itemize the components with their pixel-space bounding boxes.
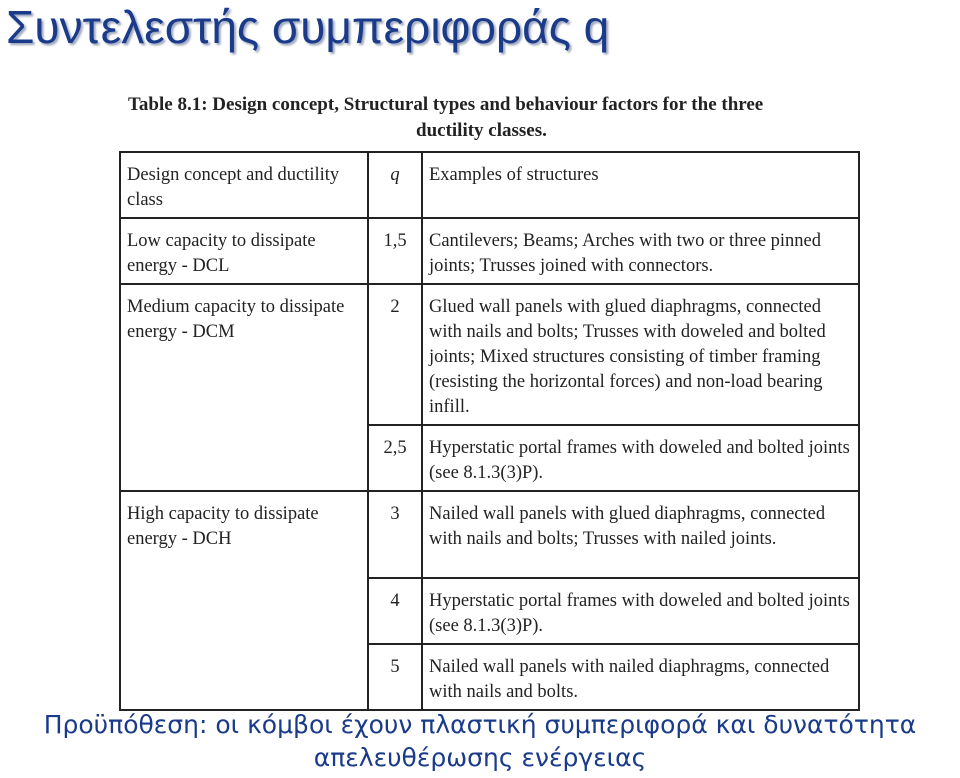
cell-examples: Nailed wall panels with nailed diaphragms, connected with nails and bolts. [422, 644, 859, 710]
header-design-concept: Design concept and ductility class [120, 152, 368, 218]
table-row [120, 284, 859, 425]
cell-q: 5 [368, 644, 422, 710]
cell-examples: Hyperstatic portal frames with doweled and bolted joints (see 8.1.3(3)P). [422, 578, 859, 644]
cell-q: 2 [368, 284, 422, 425]
cell-examples: Cantilevers; Beams; Arches with two or three pinned joints; Trusses joined with connectors. [422, 218, 859, 284]
cell-q: 4 [368, 578, 422, 644]
cell-concept [120, 578, 368, 644]
slide-title: Συντελεστής συμπεριφοράς q [6, 1, 610, 53]
cell-concept: Low capacity to dissipate energy - DCL [120, 218, 368, 284]
cell-concept [120, 425, 368, 491]
caption-line-1: Table 8.1: Design concept, Structural types and behaviour factors for the three [128, 94, 764, 115]
cell-q: 1,5 [368, 218, 422, 284]
header-examples: Examples of structures [422, 152, 859, 218]
table-row [120, 491, 859, 578]
table-header-row [120, 152, 859, 218]
table-caption [128, 92, 868, 144]
cell-concept: High capacity to dissipate energy - DCH [120, 491, 368, 578]
cell-concept [120, 644, 368, 710]
cell-examples: Glued wall panels with glued diaphragms, connected with nails and bolts; Trusses with doweled and bolted joints; Mixed structures consisting of timber framing (resisting the horizontal forces) and non-load bearing infill. [422, 284, 859, 425]
table-row [120, 218, 859, 284]
precondition-note [0, 708, 960, 774]
header-q: q [368, 152, 422, 218]
table-row [120, 644, 859, 710]
behaviour-factor-table [119, 151, 860, 711]
cell-examples: Nailed wall panels with glued diaphragms, connected with nails and bolts; Trusses with nailed joints. [422, 491, 859, 578]
table-row [120, 425, 859, 491]
cell-examples: Hyperstatic portal frames with doweled and bolted joints (see 8.1.3(3)P). [422, 425, 859, 491]
note-line-1: Προϋπόθεση: οι κόμβοι έχουν πλαστική συμπεριφορά και δυνατότητα [43, 710, 917, 739]
cell-q: 2,5 [368, 425, 422, 491]
table-row [120, 578, 859, 644]
note-line-2: απελευθέρωσης ενέργειας [313, 743, 647, 772]
caption-line-2: ductility classes. [416, 120, 547, 141]
cell-q: 3 [368, 491, 422, 578]
cell-concept: Medium capacity to dissipate energy - DCM [120, 284, 368, 425]
